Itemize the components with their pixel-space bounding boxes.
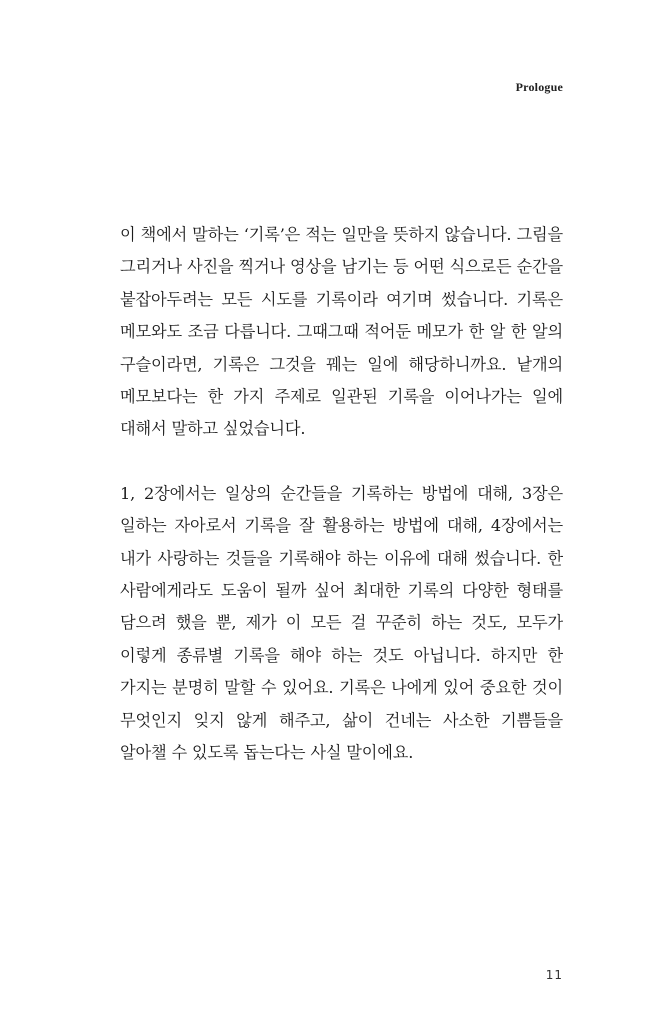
body-text: [120, 219, 563, 770]
page-number: 11: [545, 968, 563, 982]
paragraph-2: 1, 2장에서는 일상의 순간들을 기록하는 방법에 대해, 3장은 일하는 자아로서 기록을 잘 활용하는 방법에 대해, 4장에서는 내가 사랑하는 것들을 기록해야 하는 이유에 대해 썼습니다. 한 사람에게라도 도움이 될까 싶어 최대한 기록의 다양한 형태를 담으려 했을 뿐, 제가 이 모든 걸 꾸준히 하는 것도, 모두가 이렇게 종류별 기록을 해야 하는 것도 아닙니다. 하지만 한 가지는 분명히 말할 수 있어요. 기록은 나에게 있어 중요한 것이 무엇인지 잊지 않게 해주고, 삶이 건네는 사소한 기쁨들을 알아챌 수 있도록 돕는다는 사실 말이에요.: [120, 483, 563, 763]
running-header-section-title: Prologue: [515, 80, 563, 94]
paragraph-1: 이 책에서 말하는 ‘기록’은 적는 일만을 뜻하지 않습니다. 그림을 그리거나 사진을 찍거나 영상을 남기는 등 어떤 식으로든 순간을 붙잡아두려는 모든 시도를 기록이라 여기며 썼습니다. 기록은 메모와도 조금 다릅니다. 그때그때 적어둔 메모가 한 알 한 알의 구슬이라면, 기록은 그것을 꿰는 일에 해당하니까요. 낱개의 메모보다는 한 가지 주제로 일관된 기록을 이어나가는 일에 대해서 말하고 싶었습니다.: [120, 225, 563, 439]
